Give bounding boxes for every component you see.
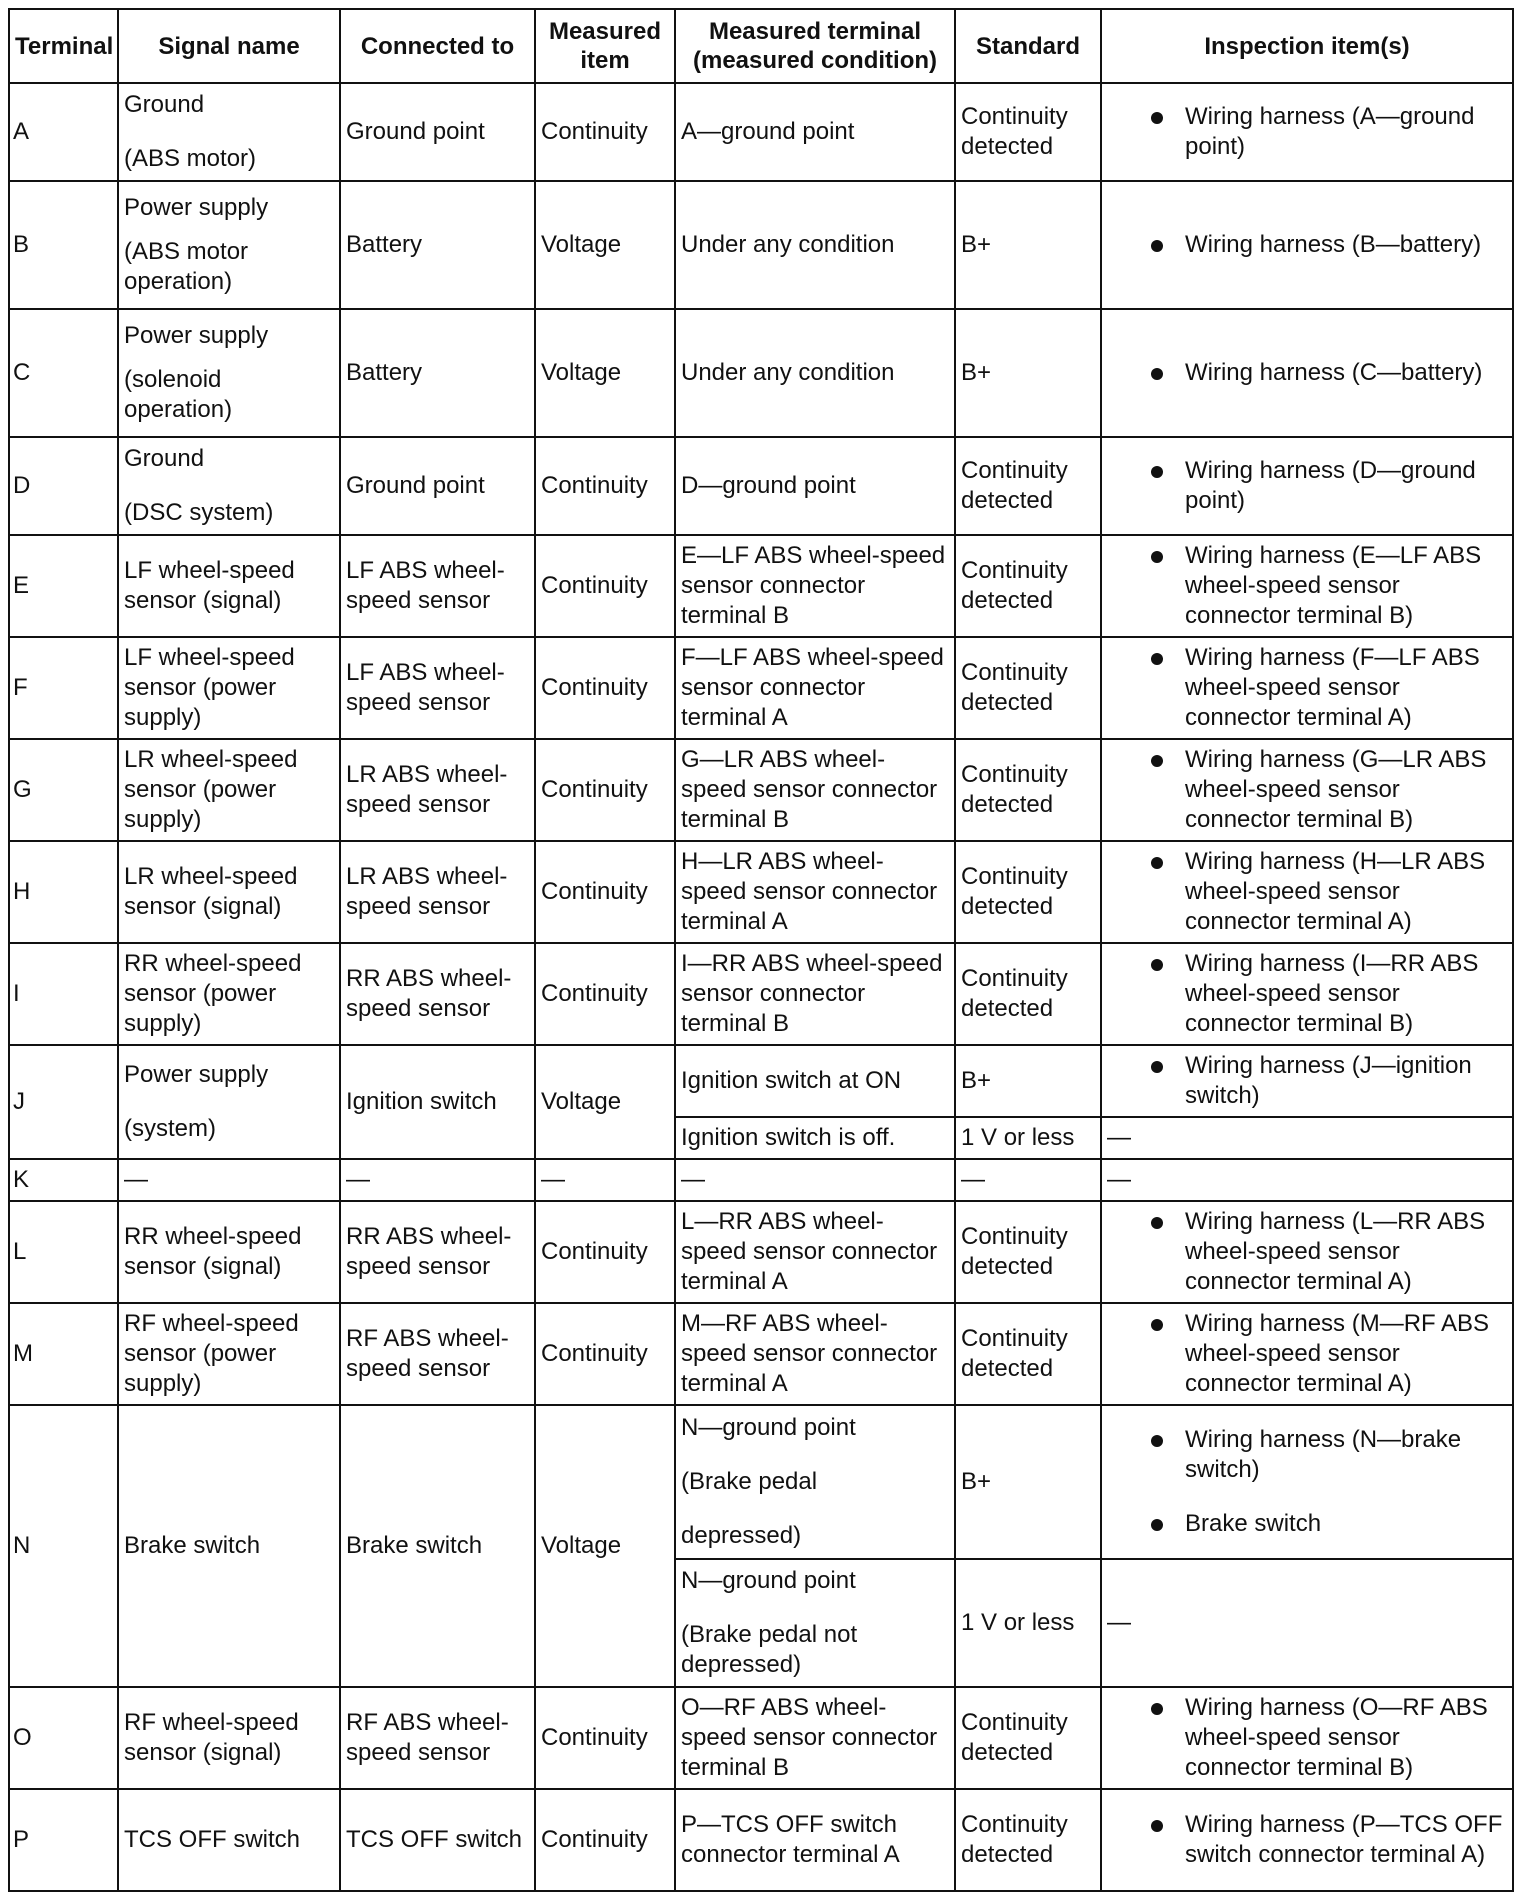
measured-item-cell: Continuity xyxy=(535,1303,675,1405)
measured-terminal-cell: D—ground point xyxy=(675,437,955,535)
measured-terminal-cell: Under any condition xyxy=(675,181,955,309)
terminal-cell: F xyxy=(9,637,118,739)
table-row xyxy=(9,841,1513,943)
connected-to-cell: RR ABS wheel-speed sensor xyxy=(340,1201,535,1303)
signal-name-line: Power supply xyxy=(124,194,269,221)
header-measured-terminal: Measured terminal (measured condition) xyxy=(675,9,955,83)
measured-terminal-cell: H—LR ABS wheel-speed sensor connector terminal A xyxy=(675,841,955,943)
table-row xyxy=(9,637,1513,739)
standard-cell: Continuity detected xyxy=(955,1789,1101,1891)
inspection-item: Wiring harness (B—battery) xyxy=(1185,231,1482,258)
terminal-cell: A xyxy=(9,83,118,181)
table-row xyxy=(9,1687,1513,1789)
inspection-item: Wiring harness (L—RR ABS wheel-speed sensor connector terminal A) xyxy=(1185,1208,1486,1295)
inspection-cell xyxy=(1101,739,1513,841)
header-connected-to: Connected to xyxy=(340,9,535,83)
bullet-icon xyxy=(1151,1435,1163,1447)
measured-terminal-line: N—ground point xyxy=(681,1567,856,1594)
signal-name-line: (DSC system) xyxy=(124,499,274,526)
bullet-icon xyxy=(1151,755,1163,767)
measured-terminal-cell: E—LF ABS wheel-speed sensor connector terminal B xyxy=(675,535,955,637)
table-row xyxy=(9,1303,1513,1405)
terminal-cell: E xyxy=(9,535,118,637)
inspection-cell xyxy=(1101,535,1513,637)
inspection-item: Wiring harness (J—ignition switch) xyxy=(1185,1052,1472,1109)
measured-item-cell: Voltage xyxy=(535,1405,675,1687)
terminal-inspection-table xyxy=(8,8,1514,1892)
signal-name-line: Ground xyxy=(124,445,205,472)
standard-cell: Continuity detected xyxy=(955,841,1101,943)
connected-to-cell: — xyxy=(340,1159,535,1201)
bullet-icon xyxy=(1151,857,1163,869)
bullet-icon xyxy=(1151,1820,1163,1832)
terminal-cell: D xyxy=(9,437,118,535)
bullet-icon xyxy=(1151,368,1163,380)
signal-name-cell xyxy=(118,309,340,437)
measured-item-cell: Continuity xyxy=(535,83,675,181)
measured-terminal-cell: A—ground point xyxy=(675,83,955,181)
inspection-cell xyxy=(1101,1687,1513,1789)
terminal-cell: J xyxy=(9,1045,118,1159)
standard-cell: Continuity detected xyxy=(955,943,1101,1045)
signal-name-line: Ground xyxy=(124,91,205,118)
signal-name-line: Power supply xyxy=(124,1061,269,1088)
standard-cell: Continuity detected xyxy=(955,739,1101,841)
signal-name-cell: — xyxy=(118,1159,340,1201)
signal-name-cell xyxy=(118,181,340,309)
inspection-cell: — xyxy=(1101,1559,1513,1687)
signal-name-line: (system) xyxy=(124,1115,216,1142)
bullet-icon xyxy=(1151,959,1163,971)
inspection-cell xyxy=(1101,181,1513,309)
connected-to-cell: RF ABS wheel-speed sensor xyxy=(340,1303,535,1405)
measured-item-cell: Continuity xyxy=(535,739,675,841)
bullet-icon xyxy=(1151,240,1163,252)
measured-terminal-cell: O—RF ABS wheel-speed sensor connector terminal B xyxy=(675,1687,955,1789)
table-row xyxy=(9,1789,1513,1891)
inspection-cell xyxy=(1101,1303,1513,1405)
header-standard: Standard xyxy=(955,9,1101,83)
terminal-cell: P xyxy=(9,1789,118,1891)
measured-item-cell: Voltage xyxy=(535,309,675,437)
table-row xyxy=(9,739,1513,841)
signal-name-cell: TCS OFF switch xyxy=(118,1789,340,1891)
inspection-item: Wiring harness (I—RR ABS wheel-speed sensor connector terminal B) xyxy=(1185,950,1479,1037)
terminal-cell: K xyxy=(9,1159,118,1201)
connected-to-cell: Battery xyxy=(340,309,535,437)
bullet-icon xyxy=(1151,551,1163,563)
standard-cell: Continuity detected xyxy=(955,437,1101,535)
inspection-cell: — xyxy=(1101,1159,1513,1201)
measured-item-cell: Continuity xyxy=(535,1789,675,1891)
connected-to-cell: LR ABS wheel-speed sensor xyxy=(340,841,535,943)
inspection-cell xyxy=(1101,83,1513,181)
standard-cell: B+ xyxy=(955,181,1101,309)
signal-name-cell xyxy=(118,437,340,535)
table-row xyxy=(9,1045,1513,1117)
connected-to-cell: RF ABS wheel-speed sensor xyxy=(340,1687,535,1789)
signal-name-cell: Brake switch xyxy=(118,1405,340,1687)
measured-terminal-cell xyxy=(675,1559,955,1687)
terminal-cell: H xyxy=(9,841,118,943)
connected-to-cell: RR ABS wheel-speed sensor xyxy=(340,943,535,1045)
inspection-item: Wiring harness (F—LF ABS wheel-speed sensor connector terminal A) xyxy=(1185,644,1480,731)
connected-to-cell: Ground point xyxy=(340,83,535,181)
inspection-item: Wiring harness (N—brake switch) xyxy=(1185,1426,1462,1483)
connected-to-cell: TCS OFF switch xyxy=(340,1789,535,1891)
connected-to-cell: Ground point xyxy=(340,437,535,535)
terminal-cell: L xyxy=(9,1201,118,1303)
measured-item-cell: Voltage xyxy=(535,1045,675,1159)
inspection-cell xyxy=(1101,943,1513,1045)
measured-item-cell: Continuity xyxy=(535,535,675,637)
inspection-cell xyxy=(1101,1201,1513,1303)
measured-terminal-cell: L—RR ABS wheel-speed sensor connector terminal A xyxy=(675,1201,955,1303)
measured-terminal-line: N—ground point xyxy=(681,1414,856,1441)
signal-name-line: (ABS motor) xyxy=(124,145,257,172)
standard-cell: Continuity detected xyxy=(955,1201,1101,1303)
bullet-icon xyxy=(1151,1703,1163,1715)
inspection-item: Wiring harness (P—TCS OFF switch connector terminal A) xyxy=(1185,1811,1503,1868)
measured-item-cell: Continuity xyxy=(535,637,675,739)
measured-item-cell: Voltage xyxy=(535,181,675,309)
connected-to-cell: LF ABS wheel-speed sensor xyxy=(340,637,535,739)
bullet-icon xyxy=(1151,1319,1163,1331)
table-row xyxy=(9,1201,1513,1303)
terminal-cell: I xyxy=(9,943,118,1045)
connected-to-cell: Battery xyxy=(340,181,535,309)
measured-terminal-line: (Brake pedal not depressed) xyxy=(681,1621,858,1678)
inspection-item: Wiring harness (O—RF ABS wheel-speed sensor connector terminal B) xyxy=(1185,1694,1488,1781)
standard-cell: Continuity detected xyxy=(955,1303,1101,1405)
table-row xyxy=(9,1405,1513,1559)
header-measured-item: Measured item xyxy=(535,9,675,83)
inspection-cell xyxy=(1101,1045,1513,1117)
standard-cell: 1 V or less xyxy=(955,1559,1101,1687)
connected-to-cell: LF ABS wheel-speed sensor xyxy=(340,535,535,637)
signal-name-cell: LF wheel-speed sensor (power supply) xyxy=(118,637,340,739)
measured-item-cell: Continuity xyxy=(535,943,675,1045)
measured-item-cell: Continuity xyxy=(535,1201,675,1303)
signal-name-cell: RF wheel-speed sensor (power supply) xyxy=(118,1303,340,1405)
measured-terminal-cell: Under any condition xyxy=(675,309,955,437)
inspection-item: Brake switch xyxy=(1185,1510,1322,1537)
terminal-cell: N xyxy=(9,1405,118,1687)
bullet-icon xyxy=(1151,112,1163,124)
measured-item-cell: Continuity xyxy=(535,841,675,943)
terminal-cell: O xyxy=(9,1687,118,1789)
standard-cell: Continuity detected xyxy=(955,535,1101,637)
standard-cell: B+ xyxy=(955,1405,1101,1559)
connected-to-cell: LR ABS wheel-speed sensor xyxy=(340,739,535,841)
standard-cell: B+ xyxy=(955,309,1101,437)
standard-cell: Continuity detected xyxy=(955,83,1101,181)
signal-name-cell: RF wheel-speed sensor (signal) xyxy=(118,1687,340,1789)
inspection-cell xyxy=(1101,309,1513,437)
measured-terminal-cell: F—LF ABS wheel-speed sensor connector terminal A xyxy=(675,637,955,739)
header-terminal: Terminal xyxy=(9,9,118,83)
table-row xyxy=(9,1159,1513,1201)
signal-name-cell: RR wheel-speed sensor (signal) xyxy=(118,1201,340,1303)
measured-item-cell: Continuity xyxy=(535,1687,675,1789)
measured-terminal-cell: — xyxy=(675,1159,955,1201)
inspection-item: Wiring harness (G—LR ABS wheel-speed sensor connector terminal B) xyxy=(1185,746,1487,833)
standard-cell: — xyxy=(955,1159,1101,1201)
bullet-icon xyxy=(1151,466,1163,478)
signal-name-cell xyxy=(118,1045,340,1159)
inspection-cell xyxy=(1101,1405,1513,1559)
inspection-item: Wiring harness (M—RF ABS wheel-speed sensor connector terminal A) xyxy=(1185,1310,1490,1397)
table-row xyxy=(9,309,1513,437)
inspection-cell xyxy=(1101,437,1513,535)
measured-terminal-line: (Brake pedal xyxy=(681,1468,818,1495)
terminal-cell: G xyxy=(9,739,118,841)
measured-item-cell: Continuity xyxy=(535,437,675,535)
inspection-item: Wiring harness (D—ground point) xyxy=(1185,457,1476,514)
measured-terminal-cell: M—RF ABS wheel-speed sensor connector terminal A xyxy=(675,1303,955,1405)
signal-name-cell: LR wheel-speed sensor (signal) xyxy=(118,841,340,943)
table-row xyxy=(9,83,1513,181)
inspection-item: Wiring harness (E—LF ABS wheel-speed sensor connector terminal B) xyxy=(1185,542,1482,629)
table-row xyxy=(9,535,1513,637)
measured-terminal-line: depressed) xyxy=(681,1522,802,1549)
measured-item-cell: — xyxy=(535,1159,675,1201)
bullet-icon xyxy=(1151,1217,1163,1229)
header-signal-name: Signal name xyxy=(118,9,340,83)
table-row xyxy=(9,943,1513,1045)
inspection-item: Wiring harness (A—ground point) xyxy=(1185,103,1475,160)
signal-name-line: (solenoid operation) xyxy=(124,366,233,423)
inspection-cell xyxy=(1101,637,1513,739)
table-row xyxy=(9,181,1513,309)
inspection-cell xyxy=(1101,1789,1513,1891)
terminal-cell: M xyxy=(9,1303,118,1405)
bullet-icon xyxy=(1151,1519,1163,1531)
connected-to-cell: Ignition switch xyxy=(340,1045,535,1159)
header-inspection: Inspection item(s) xyxy=(1101,9,1513,83)
standard-cell: 1 V or less xyxy=(955,1117,1101,1159)
bullet-icon xyxy=(1151,1061,1163,1073)
measured-terminal-cell xyxy=(675,1405,955,1559)
signal-name-cell: RR wheel-speed sensor (power supply) xyxy=(118,943,340,1045)
measured-terminal-cell: Ignition switch at ON xyxy=(675,1045,955,1117)
terminal-cell: C xyxy=(9,309,118,437)
standard-cell: B+ xyxy=(955,1045,1101,1117)
inspection-cell xyxy=(1101,841,1513,943)
inspection-item: Wiring harness (H—LR ABS wheel-speed sensor connector terminal A) xyxy=(1185,848,1486,935)
header-row xyxy=(9,9,1513,83)
inspection-cell: — xyxy=(1101,1117,1513,1159)
signal-name-cell: LR wheel-speed sensor (power supply) xyxy=(118,739,340,841)
measured-terminal-cell: Ignition switch is off. xyxy=(675,1117,955,1159)
inspection-item: Wiring harness (C—battery) xyxy=(1185,359,1483,386)
measured-terminal-cell: I—RR ABS wheel-speed sensor connector terminal B xyxy=(675,943,955,1045)
table-row xyxy=(9,437,1513,535)
signal-name-cell: LF wheel-speed sensor (signal) xyxy=(118,535,340,637)
signal-name-line: Power supply xyxy=(124,322,269,349)
terminal-cell: B xyxy=(9,181,118,309)
measured-terminal-cell: G—LR ABS wheel-speed sensor connector terminal B xyxy=(675,739,955,841)
signal-name-cell xyxy=(118,83,340,181)
bullet-icon xyxy=(1151,653,1163,665)
connected-to-cell: Brake switch xyxy=(340,1405,535,1687)
standard-cell: Continuity detected xyxy=(955,637,1101,739)
signal-name-line: (ABS motor operation) xyxy=(124,238,249,295)
measured-terminal-cell: P—TCS OFF switch connector terminal A xyxy=(675,1789,955,1891)
standard-cell: Continuity detected xyxy=(955,1687,1101,1789)
